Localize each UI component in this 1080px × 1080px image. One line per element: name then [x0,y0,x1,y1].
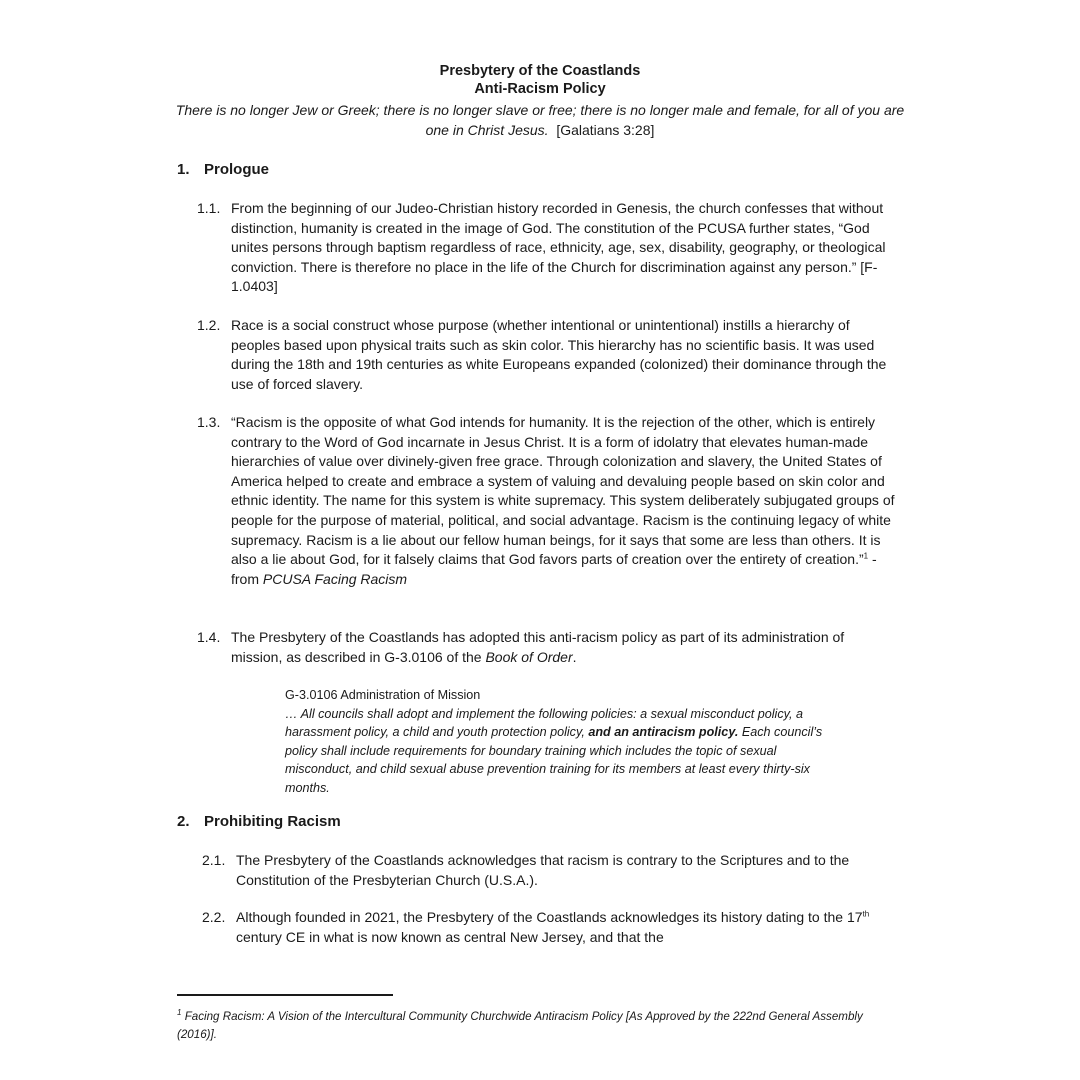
footnote-number: 1 [177,1008,182,1018]
section-number: 1. [177,161,190,178]
footnote-mark: 1 [863,551,869,561]
paragraph-text: Although founded in 2021, the Presbytery of the Coastlands acknowledges its history dating to the 17 [236,909,863,925]
paragraph-number: 1.3. [197,414,221,430]
document-subtitle: Anti-Racism Policy [474,81,606,97]
paragraph-text: From the beginning of our Judeo-Christian history recorded in Genesis, the church confesses that without distinction, humanity is created in the image of God. The constitution of the PCUSA further states, “God unites persons through baptism regardless of race, ethnicity, age, sex, disability, geography, or theological conviction. There is therefore no place in the life of the Church for discrimination against any person.” [F-1.0403] [231,200,886,295]
paragraph-text: The Presbytery of the Coastlands has adopted this anti-racism policy as part of its administration of mission, as described in G-3.0106 of the [231,629,845,665]
footnote [177,1008,897,1044]
footnote-divider [177,994,393,996]
footnote-text: Facing Racism: A Vision of the Intercultural Community Churchwide Antiracism Policy [As Approved by the 222nd General Assembly (2016)]. [177,1010,863,1041]
block-quote [285,686,845,798]
paragraph-source: PCUSA Facing Racism [262,570,408,587]
block-quote-text-end: Each council’s policy shall include requirements for boundary training which includes the topic of sexual misconduct, and child sexual abuse prevention training for its members at least every thirty-six months. [285,725,823,795]
paragraph-number: 1.2. [197,317,221,333]
block-quote-heading: G-3.0106 Administration of Mission [285,688,481,702]
epigraph-text: There is no longer Jew or Greek; there is no longer slave or free; there is no longer male and female, for all of you are one in Christ Jesus. [175,102,905,138]
paragraph-1-4 [197,628,871,667]
paragraph-end: . [572,648,577,665]
paragraph-1-1 [197,199,903,297]
paragraph-1-2 [197,316,891,394]
paragraph-text: Race is a social construct whose purpose (whether intentional or unintentional) instills a hierarchy of peoples based upon physical traits such as skin color. This hierarchy has no scientific basis. It was used during the 18th and 19th centuries as white Europeans expanded (colonized) their dominance through the use of forced slavery. [231,317,887,392]
paragraph-1-3 [197,413,903,589]
superscript-th: th [862,909,870,919]
section-title: Prologue [204,161,270,178]
paragraph-text: The Presbytery of the Coastlands acknowledges that racism is contrary to the Scriptures and to the Constitution of the Presbyterian Church (U.S.A.). [236,852,850,888]
paragraph-number: 1.4. [197,629,221,645]
paragraph-number: 2.2. [202,909,226,925]
section-title: Prohibiting Racism [204,813,341,830]
block-quote-emphasis: and an antiracism policy. [588,725,739,740]
section-heading-2 [177,812,341,832]
epigraph-reference: [Galatians 3:28] [556,122,655,138]
book-of-order-title: Book of Order [485,648,573,665]
block-quote-text: … All councils shall adopt and implement the following policies: a sexual misconduct policy, a harassment policy, a child and youth protection policy, [285,706,804,740]
epigraph [175,100,905,140]
paragraph-number: 2.1. [202,852,226,868]
paragraph-2-1 [202,851,896,890]
paragraph-text-end: century CE in what is now known as central New Jersey, and that the [236,928,664,945]
section-number: 2. [177,813,190,830]
paragraph-number: 1.1. [197,200,221,216]
document-title: Presbytery of the Coastlands [439,63,641,79]
paragraph-2-2 [202,908,896,947]
paragraph-suffix: - from [231,551,877,587]
section-heading-1 [177,160,269,180]
paragraph-text: “Racism is the opposite of what God intends for humanity. It is the rejection of the other, which is entirely contrary to the Word of God incarnate in Jesus Christ. It is a form of idolatry that elevates human-made hierarchies of value over divinely-given free grace. Through colonization and slavery, the United States of America helped to create and embrace a system of valuing and devaluing people based on skin color and ethnic identity. The name for this system is white supremacy. This system deliberately subjugated groups of people for the purpose of material, political, and social advantage. Racism is the continuing legacy of white supremacy. Racism is a lie about our fellow human beings, for it says that some are less than others. It is also a lie about God, for it falsely claims that God favors parts of creation over the entirety of creation.” [231,414,895,568]
